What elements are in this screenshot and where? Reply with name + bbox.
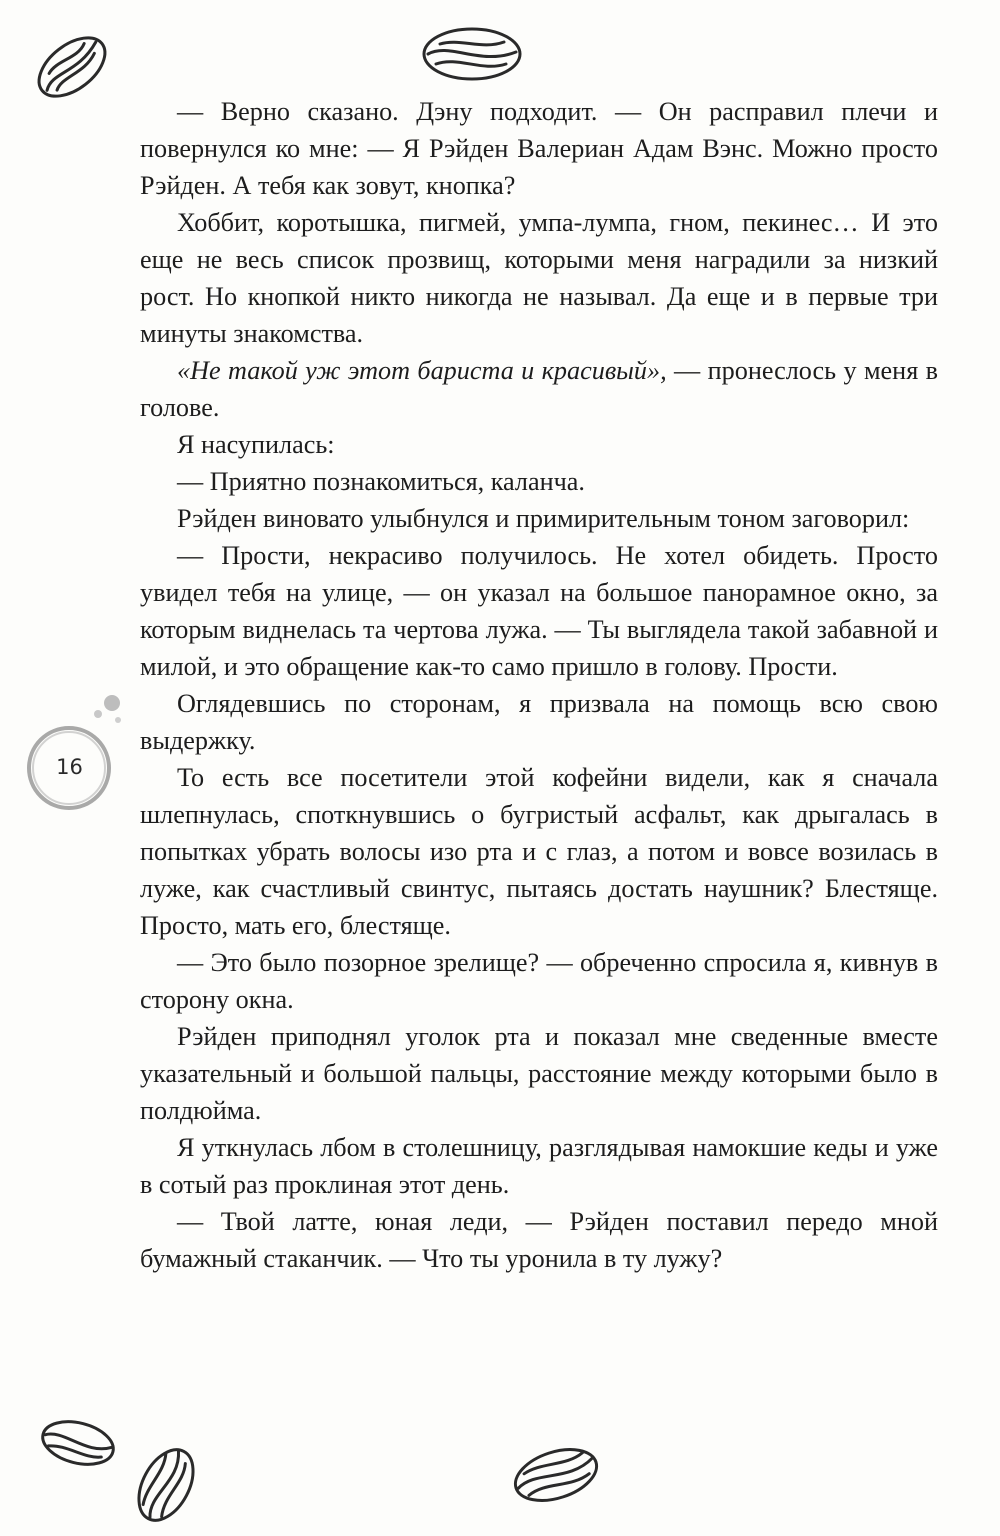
paragraph: — Приятно познакомиться, каланча. bbox=[177, 467, 585, 496]
coffee-bean-icon bbox=[510, 1440, 602, 1510]
paragraph: Я уткнулась лбом в столешницу, разглядывая намокшие кеды и уже в сотый раз проклиная этот день. bbox=[140, 1133, 938, 1199]
paragraph: — Это было позорное зрелище? — обреченно спросила я, кивнув в сторону окна. bbox=[140, 948, 938, 1014]
coffee-bean-icon bbox=[36, 1413, 120, 1473]
page-number-badge bbox=[14, 690, 129, 815]
paragraph: Я насупилась: bbox=[177, 430, 335, 459]
paragraph: Рэйден виновато улыбнулся и примирительным тоном заговорил: bbox=[177, 504, 910, 533]
paragraph: — Верно сказано. Дэну подходит. — Он расправил плечи и повернулся ко мне: — Я Рэйден Валериан Адам Вэнс. Можно просто Рэйден. А тебя как зовут, кнопка? bbox=[140, 97, 938, 200]
coffee-bean-icon bbox=[28, 28, 116, 106]
paragraph-text: — пронеслось у меня в голове. bbox=[140, 356, 938, 422]
coffee-bean-icon bbox=[128, 1440, 204, 1530]
paragraph: Хоббит, коротышка, пигмей, умпа-лумпа, гном, пекинес… И это еще не весь список прозвищ, которыми меня наградили за низкий рост. Но кнопкой никто никогда не называл. Да еще и в первые три минуты знакомства. bbox=[140, 208, 938, 348]
page-number: 16 bbox=[56, 755, 83, 779]
paragraph: Оглядевшись по сторонам, я призвала на помощь всю свою выдержку. bbox=[140, 689, 938, 755]
paragraph-thought bbox=[140, 352, 938, 426]
coffee-bean-icon bbox=[420, 24, 524, 84]
italic-thought: «Не такой уж этот бариста и красивый», bbox=[177, 356, 667, 385]
body-text bbox=[140, 93, 938, 1277]
paragraph: То есть все посетители этой кофейни видели, как я сначала шлепнулась, споткнувшись о бугристый асфальт, как дрыгалась в попытках убрать волосы изо рта и с глаз, а потом и вовсе возилась в луже, как счастливый свинтус, пытаясь достать наушник? Блестяще. Просто, мать его, блестяще. bbox=[140, 763, 938, 940]
coffee-ring-icon bbox=[14, 690, 129, 815]
paragraph: — Прости, некрасиво получилось. Не хотел обидеть. Просто увидел тебя на улице, — он указал на большое панорамное окно, за которым виднелась та чертова лужа. — Ты выглядела такой забавной и милой, и это обращение как-то само пришло в голову. Прости. bbox=[140, 541, 938, 681]
paragraph: — Твой латте, юная леди, — Рэйден поставил передо мной бумажный стаканчик. — Что ты уронила в ту лужу? bbox=[140, 1207, 938, 1273]
paragraph: Рэйден приподнял уголок рта и показал мне сведенные вместе указательный и большой пальцы, расстояние между которыми было в полдюйма. bbox=[140, 1022, 938, 1125]
